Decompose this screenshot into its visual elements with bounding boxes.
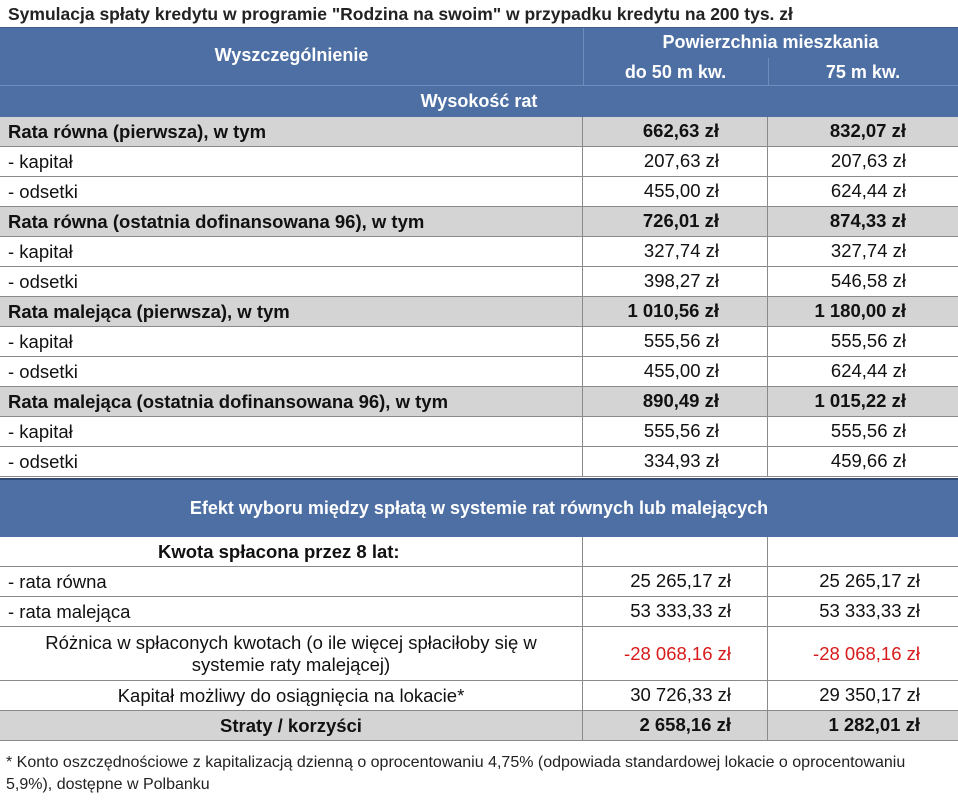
value-75: 29 350,17 zł <box>819 684 920 705</box>
value-75: 832,07 zł <box>829 120 906 141</box>
section-effect-title: Efekt wyboru między spłatą w systemie rat równych lub malejących <box>0 478 958 537</box>
row-label: Rata malejąca (ostatnia dofinansowana 96), w tym <box>0 387 583 416</box>
table-row <box>0 357 958 387</box>
table-row <box>0 327 958 357</box>
header-col-75: 75 m kw. <box>825 62 901 82</box>
value-75: 327,74 zł <box>830 240 906 261</box>
table-row <box>0 117 958 147</box>
header-col-50: do 50 m kw. <box>624 62 727 82</box>
value-50: 327,74 zł <box>583 237 768 266</box>
row-label: - odsetki <box>0 357 583 386</box>
simulation-table <box>0 27 958 741</box>
row-label: - kapitał <box>0 327 583 356</box>
value-50: 555,56 zł <box>583 327 768 356</box>
value-75: 624,44 zł <box>830 360 906 381</box>
table-row <box>0 567 958 597</box>
table-row <box>0 267 958 297</box>
value-75: 1 180,00 zł <box>814 300 906 321</box>
header-subdivider <box>768 58 769 86</box>
value-75: 624,44 zł <box>830 180 906 201</box>
table-header <box>0 27 958 85</box>
row-label: Straty / korzyści <box>0 711 583 740</box>
header-area: Powierzchnia mieszkania <box>662 32 879 52</box>
value-75: 207,63 zł <box>830 150 906 171</box>
header-divider <box>583 28 584 86</box>
table-row <box>0 207 958 237</box>
value-50: 726,01 zł <box>583 207 768 236</box>
table-row <box>0 297 958 327</box>
row-label: - kapitał <box>0 417 583 446</box>
value-75: 25 265,17 zł <box>819 570 920 591</box>
row-label: Kapitał możliwy do osiągnięcia na lokacie* <box>0 681 583 710</box>
value-50: 890,49 zł <box>583 387 768 416</box>
rates-body <box>0 117 958 477</box>
row-label: Rata równa (ostatnia dofinansowana 96), w tym <box>0 207 583 236</box>
header-spec: Wyszczególnienie <box>214 45 369 65</box>
table-row <box>0 147 958 177</box>
row-label: Różnica w spłaconych kwotach (o ile więcej spłaciłoby się w systemie raty malejącej) <box>0 627 583 680</box>
value-50: 455,00 zł <box>583 357 768 386</box>
value-75: 1 282,01 zł <box>828 714 920 735</box>
value-50: 555,56 zł <box>583 417 768 446</box>
page-title: Symulacja spłaty kredytu w programie "Rodzina na swoim" w przypadku kredytu na 200 tys. zł <box>8 4 793 24</box>
value-75: -28 068,16 zł <box>813 642 920 664</box>
row-label: - odsetki <box>0 267 583 296</box>
value-75: 555,56 zł <box>830 420 906 441</box>
table-row <box>0 417 958 447</box>
value-50: 455,00 zł <box>583 177 768 206</box>
table-row <box>0 237 958 267</box>
value-75: 546,58 zł <box>830 270 906 291</box>
section-rates-title: Wysokość rat <box>0 85 958 117</box>
table-row <box>0 177 958 207</box>
value-75: 459,66 zł <box>830 450 906 471</box>
value-50: 398,27 zł <box>583 267 768 296</box>
table-row <box>0 597 958 627</box>
value-50: 662,63 zł <box>583 117 768 146</box>
row-label: - odsetki <box>0 447 583 476</box>
table-row <box>0 711 958 741</box>
row-label: - kapitał <box>0 237 583 266</box>
row-label: Rata malejąca (pierwsza), w tym <box>0 297 583 326</box>
row-label: Rata równa (pierwsza), w tym <box>0 117 583 146</box>
row-label: - rata malejąca <box>0 597 583 626</box>
value-50: 30 726,33 zł <box>583 681 768 710</box>
table-row <box>0 627 958 681</box>
value-50: 25 265,17 zł <box>583 567 768 596</box>
value-75: 555,56 zł <box>830 330 906 351</box>
value-50: 2 658,16 zł <box>583 711 768 740</box>
table-row <box>0 537 958 567</box>
value-75: 874,33 zł <box>829 210 906 231</box>
value-50: 334,93 zł <box>583 447 768 476</box>
row-label: - kapitał <box>0 147 583 176</box>
footnote: * Konto oszczędnościowe z kapitalizacją dzienną o oprocentowaniu 4,75% (odpowiada standardowej lokacie o oprocentowaniu 5,9%), dostępne w Polbanku <box>6 754 906 793</box>
value-50: -28 068,16 zł <box>583 627 768 680</box>
value-75: 1 015,22 zł <box>814 390 906 411</box>
row-label: - odsetki <box>0 177 583 206</box>
table-row <box>0 447 958 477</box>
table-row <box>0 387 958 417</box>
row-label: - rata równa <box>0 567 583 596</box>
row-label: Kwota spłacona przez 8 lat: <box>0 537 583 566</box>
table-row <box>0 681 958 711</box>
value-50: 207,63 zł <box>583 147 768 176</box>
value-50: 1 010,56 zł <box>583 297 768 326</box>
value-50: 53 333,33 zł <box>583 597 768 626</box>
value-75: 53 333,33 zł <box>819 600 920 621</box>
